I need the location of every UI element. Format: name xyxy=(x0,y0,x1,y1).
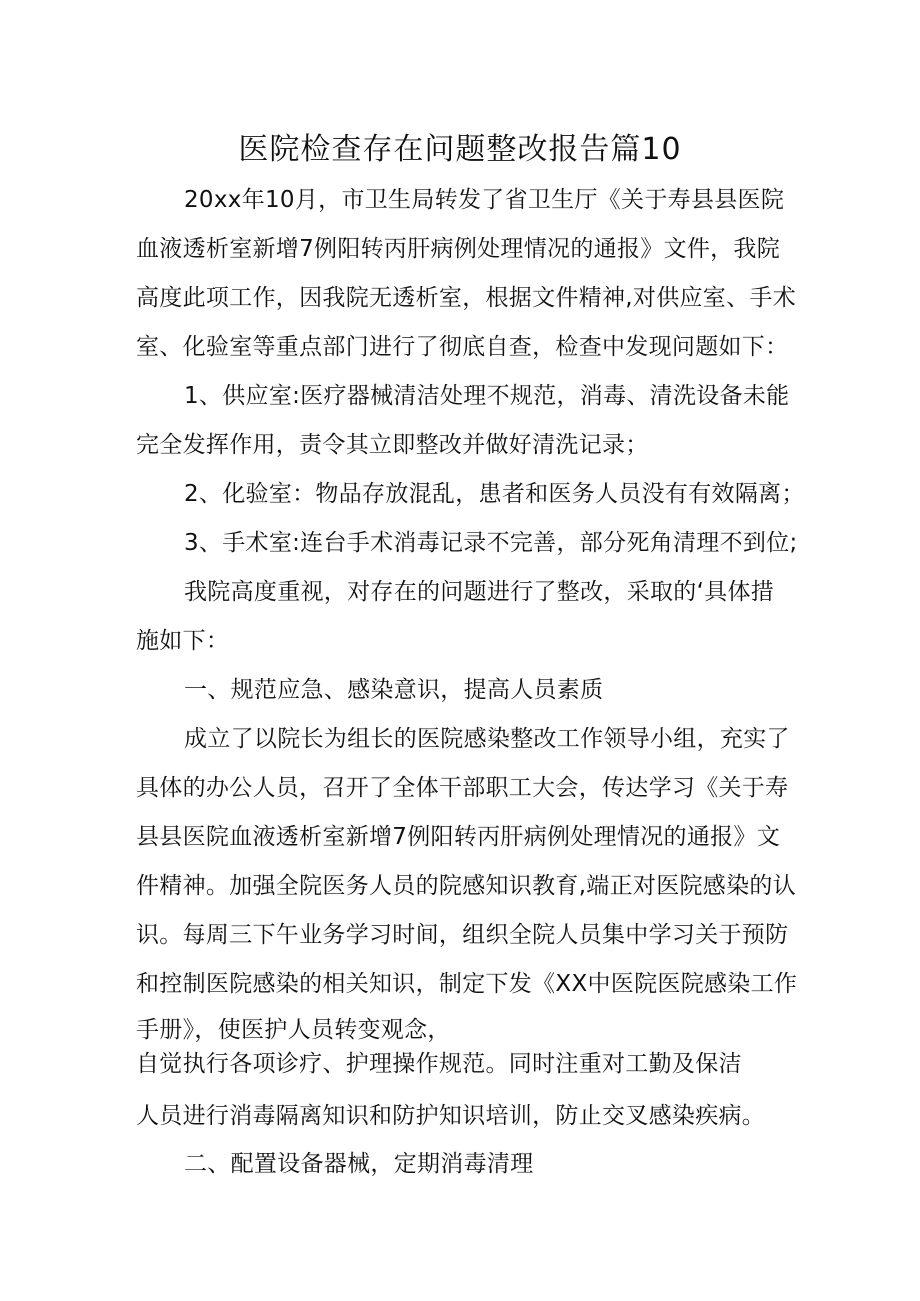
paragraph-line: 3、手术室:连台手术消毒记录不完善，部分死角清理不到位; xyxy=(184,530,798,556)
paragraph-line: 完全发挥作用，责令其立即整改并做好清洗记录； xyxy=(136,432,649,458)
paragraph-line: 具体的办公人员，召开了全体干部职工大会，传达学习《关于寿 xyxy=(136,775,789,801)
paragraph-line: 我院高度重视，对存在的问题进行了整改，采取的‘具体措 xyxy=(184,579,775,605)
paragraph-line: 件精神。加强全院医务人员的院感知识教育,端正对医院感染的认 xyxy=(136,873,797,899)
paragraph-line: 人员进行消毒隔离知识和防护知识培训，防止交叉感染疾病。 xyxy=(136,1103,766,1129)
paragraph-line: 手册》，使医护人员转变观念， xyxy=(136,1017,451,1043)
document-title: 医院检查存在问题整改报告篇10 xyxy=(238,132,682,167)
paragraph-line: 识。每周三下午业务学习时间，组织全院人员集中学习关于预防 xyxy=(136,922,789,948)
paragraph-line: 成立了以院长为组长的医院感染整改工作领导小组，充实了 xyxy=(184,726,790,752)
paragraph-line: 自觉执行各项诊疗、护理操作规范。同时注重对工勤及保洁 xyxy=(136,1051,742,1077)
paragraph-line: 室、化验室等重点部门进行了彻底自查，检查中发现问题如下： xyxy=(136,334,789,360)
paragraph-line: 施如下： xyxy=(136,628,230,654)
paragraph-line: 1、供应室:医疗器械清洁处理不规范，消毒、清洗设备未能 xyxy=(184,383,790,409)
paragraph-line: 高度此项工作，因我院无透析室，根据文件精神,对供应室、手术 xyxy=(136,285,797,311)
paragraph-line: 县县医院血液透析室新增7例阳转丙肝病例处理情况的通报》文 xyxy=(136,824,781,850)
paragraph-line: 血液透析室新增7例阳转丙肝病例处理情况的通报》文件，我院 xyxy=(136,236,781,262)
section-heading: 二、配置设备器械，定期消毒清理 xyxy=(184,1151,534,1177)
paragraph-line: 2、化验室：物品存放混乱，患者和医务人员没有有效隔离； xyxy=(184,481,805,507)
paragraph-line: 20xx年10月，市卫生局转发了省卫生厅《关于寿县县医院 xyxy=(184,187,785,213)
section-heading: 一、规范应急、感染意识，提高人员素质 xyxy=(184,677,604,703)
paragraph-line: 和控制医院感染的相关知识，制定下发《XX中医院医院感染工作 xyxy=(136,971,798,997)
